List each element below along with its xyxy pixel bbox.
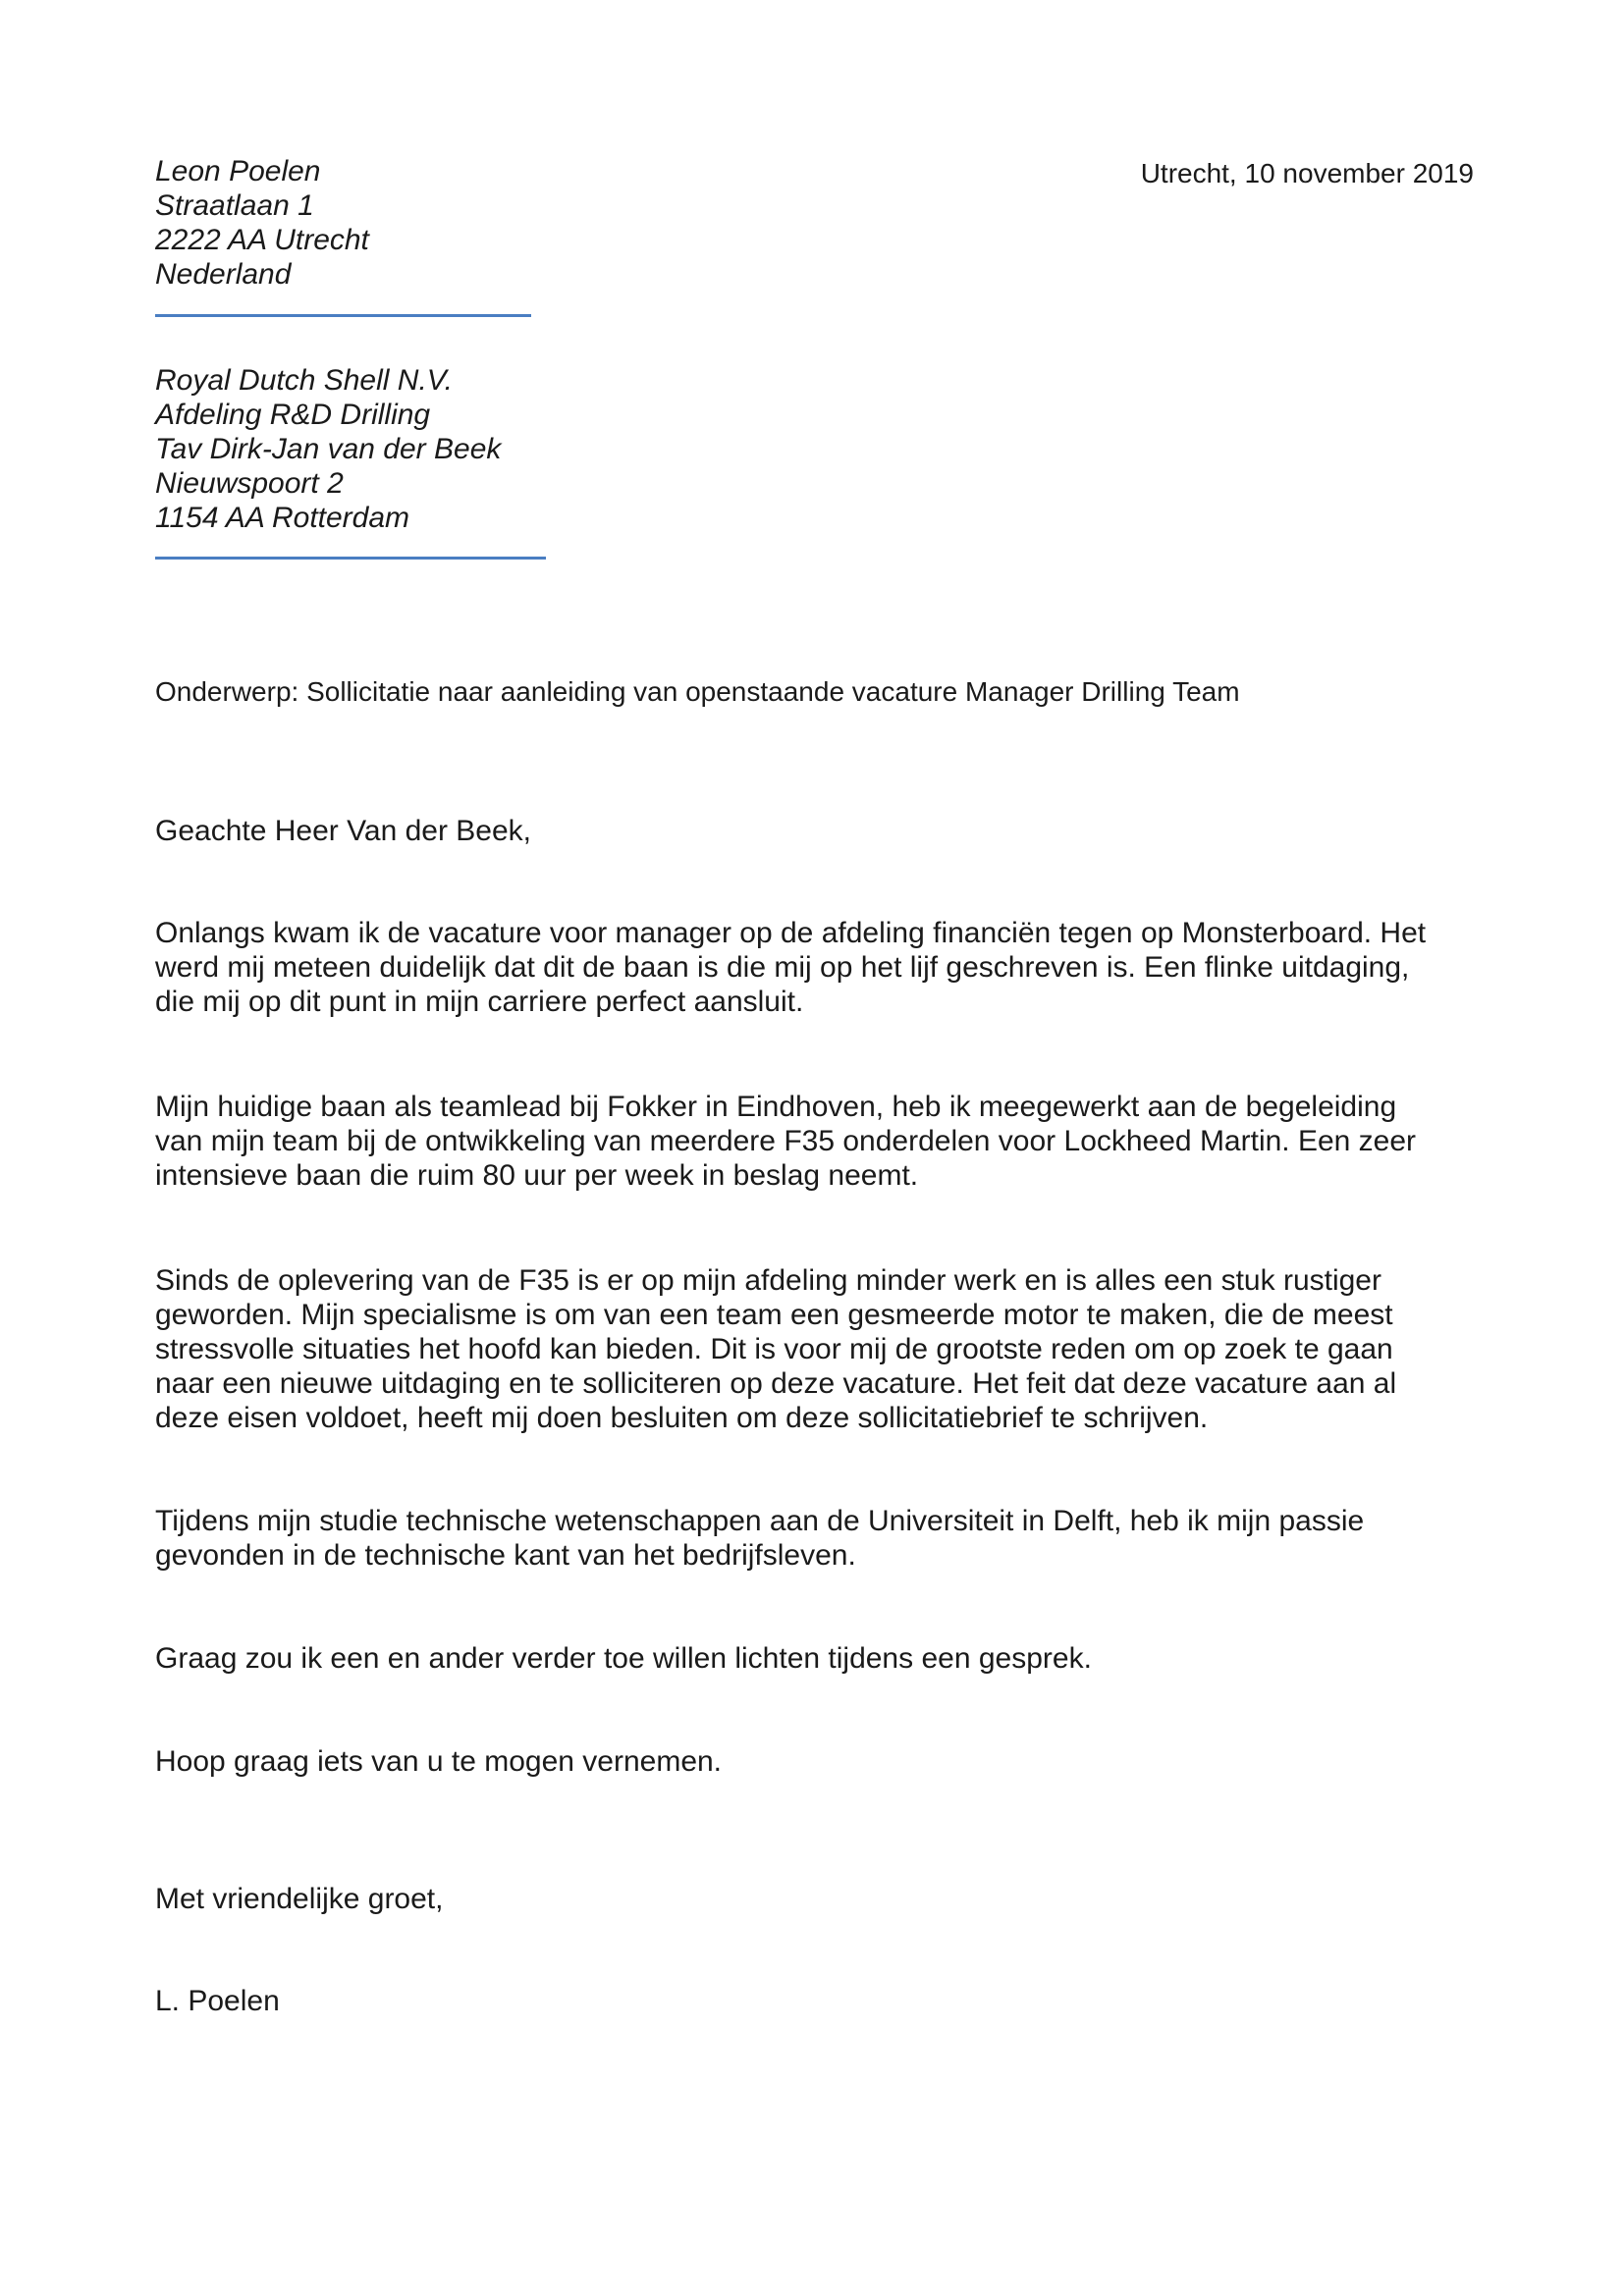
recipient-attention: Tav Dirk-Jan van der Beek	[155, 433, 502, 465]
recipient-street: Nieuwspoort 2	[155, 467, 344, 500]
paragraph-line: gevonden in de technische kant van het bedrijfsleven.	[155, 1539, 856, 1572]
recipient-postcode-city: 1154 AA Rotterdam	[155, 502, 410, 534]
paragraph-line: die mij op dit punt in mijn carriere perfect aansluit.	[155, 986, 804, 1018]
recipient-department: Afdeling R&D Drilling	[155, 399, 431, 431]
body-paragraph	[155, 1090, 1481, 1193]
paragraph-line: stressvolle situaties het hoofd kan bieden. Dit is voor mij de grootste reden om op zoek te gaan	[155, 1333, 1393, 1365]
paragraph-line: Hoop graag iets van u te mogen vernemen.	[155, 1745, 723, 1778]
paragraph-line: Onlangs kwam ik de vacature voor manager op de afdeling financiën tegen op Monsterboard. Het	[155, 917, 1427, 949]
paragraph-line: geworden. Mijn specialisme is om van een team een gesmeerde motor te maken, die de meest	[155, 1299, 1393, 1331]
paragraph-line: Tijdens mijn studie technische wetenschappen aan de Universiteit in Delft, heb ik mijn passie	[155, 1505, 1365, 1537]
body-paragraph	[155, 1641, 1481, 1676]
paragraph-line: Sinds de oplevering van de F35 is er op mijn afdeling minder werk en is alles een stuk rustiger	[155, 1264, 1381, 1297]
sender-divider	[155, 314, 531, 317]
body-paragraph	[155, 1744, 1481, 1779]
sender-postcode-city: 2222 AA Utrecht	[155, 224, 369, 256]
signature-name: L. Poelen	[155, 1985, 280, 2017]
body-paragraph	[155, 1263, 1481, 1435]
subject-line: Onderwerp: Sollicitatie naar aanleiding van openstaande vacature Manager Drilling Team	[155, 676, 1240, 707]
letter-date: Utrecht, 10 november 2019	[1140, 158, 1474, 188]
paragraph-line: Graag zou ik een en ander verder toe willen lichten tijdens een gesprek.	[155, 1642, 1092, 1675]
paragraph-line: Mijn huidige baan als teamlead bij Fokker in Eindhoven, heb ik meegewerkt aan de begeleiding	[155, 1091, 1397, 1123]
paragraph-line: intensieve baan die ruim 80 uur per week in beslag neemt.	[155, 1159, 919, 1192]
sender-country: Nederland	[155, 258, 292, 291]
recipient-address	[155, 363, 501, 535]
paragraph-line: deze eisen voldoet, heeft mij doen besluiten om deze sollicitatiebrief te schrijven.	[155, 1402, 1209, 1434]
recipient-company: Royal Dutch Shell N.V.	[155, 364, 453, 397]
sender-street: Straatlaan 1	[155, 189, 314, 222]
body-paragraph	[155, 916, 1481, 1019]
paragraph-line: van mijn team bij de ontwikkeling van meerdere F35 onderdelen voor Lockheed Martin. Een zeer	[155, 1125, 1417, 1157]
recipient-divider	[155, 557, 546, 560]
paragraph-line: naar een nieuwe uitdaging en te solliciteren op deze vacature. Het feit dat deze vacature aan al	[155, 1367, 1397, 1400]
paragraph-line: werd mij meteen duidelijk dat dit de baan is die mij op het lijf geschreven is. Een flinke uitdaging,	[155, 951, 1410, 984]
closing: Met vriendelijke groet,	[155, 1883, 444, 1915]
salutation: Geachte Heer Van der Beek,	[155, 815, 531, 847]
sender-address	[155, 154, 369, 292]
body-paragraph	[155, 1504, 1481, 1573]
sender-name: Leon Poelen	[155, 155, 321, 187]
